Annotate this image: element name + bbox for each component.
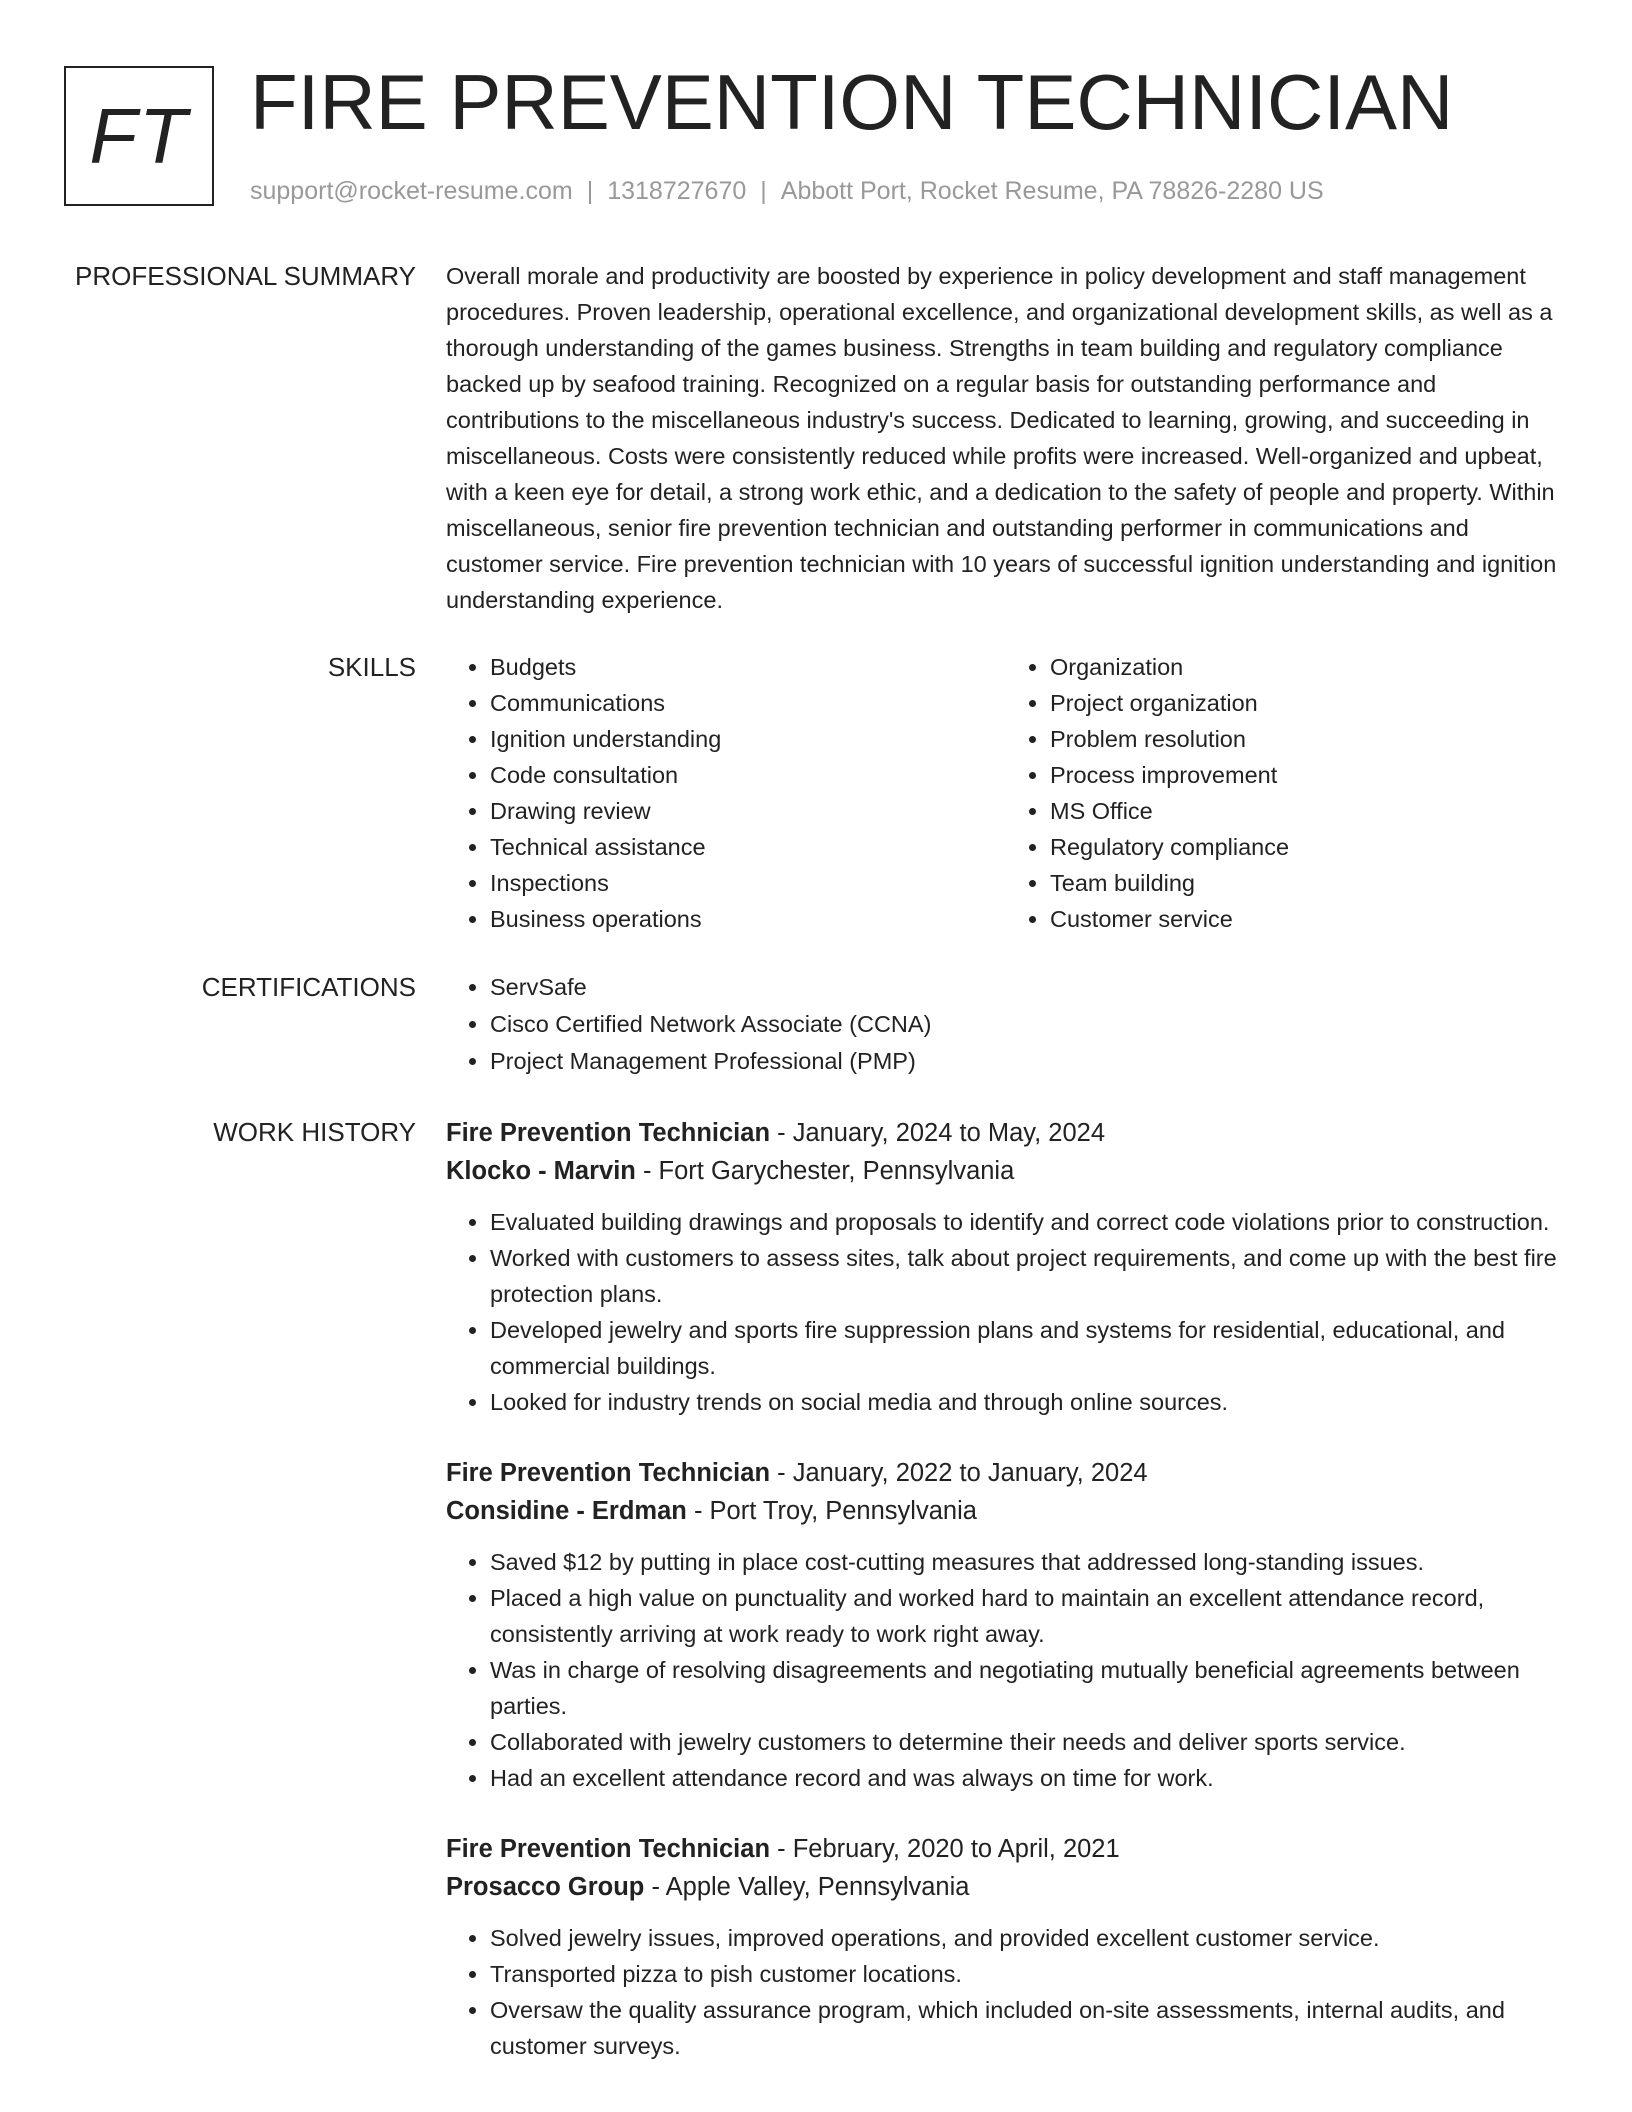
contact-separator: | — [586, 177, 594, 205]
job-bullet: • Saved $12 by putting in place cost-cutting measures that addressed long-standing issues. — [490, 1544, 1566, 1580]
monogram-logo: FT — [64, 66, 214, 206]
skill-item: • Business operations — [490, 901, 1006, 937]
job-title-line — [446, 1454, 1566, 1492]
skill-item: • Budgets — [490, 649, 1006, 685]
skills-heading: SKILLS — [327, 652, 416, 682]
skill-item: • Organization — [1050, 649, 1566, 685]
skill-item: • Customer service — [1050, 901, 1566, 937]
summary-heading: PROFESSIONAL SUMMARY — [75, 261, 416, 291]
contact-address: Abbott Port, Rocket Resume, PA 78826-2280 US — [780, 177, 1324, 205]
job-title: Fire Prevention Technician — [446, 1459, 771, 1487]
job-bullet: • Looked for industry trends on social media and through online sources. — [490, 1384, 1566, 1420]
job-bullet: • Collaborated with jewelry customers to determine their needs and deliver sports service. — [490, 1724, 1566, 1760]
job-title: Fire Prevention Technician — [446, 1835, 771, 1863]
skill-item: • Code consultation — [490, 757, 1006, 793]
job-title-line — [446, 1830, 1566, 1868]
contact-separator: | — [760, 177, 767, 205]
job-title-line — [446, 1114, 1566, 1152]
skill-item: • Project organization — [1050, 685, 1566, 721]
job-bullet: • Placed a high value on punctuality and worked hard to maintain an excellent attendance record, consistently arriving at work ready to work right away. — [490, 1580, 1566, 1652]
contact-phone: 1318727670 — [607, 177, 747, 205]
job-entry — [446, 1114, 1566, 1420]
job-company-line — [446, 1868, 1566, 1906]
job-bullet: • Had an excellent attendance record and was always on time for work. — [490, 1760, 1566, 1796]
job-bullets — [446, 1920, 1566, 2064]
job-bullet: • Was in charge of resolving disagreements and negotiating mutually beneficial agreements between parties. — [490, 1652, 1566, 1724]
skill-item: • Inspections — [490, 865, 1006, 901]
skill-item: • Team building — [1050, 865, 1566, 901]
job-bullet: • Evaluated building drawings and proposals to identify and correct code violations prior to construction. — [490, 1204, 1566, 1240]
skill-item: • Drawing review — [490, 793, 1006, 829]
job-dates: - January, 2024 to May, 2024 — [770, 1119, 1106, 1147]
work-history-heading: WORK HISTORY — [213, 1117, 416, 1147]
certifications-heading: CERTIFICATIONS — [201, 972, 416, 1002]
page-title: FIRE PREVENTION TECHNICIAN — [250, 58, 1454, 146]
job-location: - Apple Valley, Pennsylvania — [644, 1873, 970, 1901]
job-bullet: • Oversaw the quality assurance program, which included on-site assessments, internal audits, and customer surveys. — [490, 1992, 1566, 2064]
skills-body — [446, 649, 1566, 937]
skill-item: • Ignition understanding — [490, 721, 1006, 757]
job-bullet: • Transported pizza to pish customer locations. — [490, 1956, 1566, 1992]
job-title: Fire Prevention Technician — [446, 1119, 771, 1147]
job-bullet: • Developed jewelry and sports fire suppression plans and systems for residential, educational, and commercial buildings. — [490, 1312, 1566, 1384]
skill-item: • Technical assistance — [490, 829, 1006, 865]
skill-item: • Problem resolution — [1050, 721, 1566, 757]
certification-item: • Project Management Professional (PMP) — [490, 1043, 1566, 1080]
job-company: Prosacco Group — [446, 1873, 645, 1901]
job-location: - Port Troy, Pennsylvania — [686, 1497, 977, 1525]
job-bullet: • Worked with customers to assess sites, talk about project requirements, and come up with the best fire protection plans. — [490, 1240, 1566, 1312]
certification-item: • ServSafe — [490, 969, 1566, 1006]
job-location: - Fort Garychester, Pennsylvania — [635, 1157, 1015, 1185]
work-history-body — [446, 1114, 1566, 2098]
summary-body — [446, 258, 1566, 618]
certifications-body — [446, 969, 1566, 1080]
job-company: Klocko - Marvin — [446, 1157, 636, 1185]
contact-email: support@rocket-resume.com — [250, 177, 573, 205]
job-company-line — [446, 1492, 1566, 1530]
skill-item: • Regulatory compliance — [1050, 829, 1566, 865]
certifications-list — [446, 969, 1566, 1080]
job-bullet: • Solved jewelry issues, improved operations, and provided excellent customer service. — [490, 1920, 1566, 1956]
summary-text: Overall morale and productivity are boosted by experience in policy development and staff management procedures. Proven leadership, operational excellence, and organizational development skills, as well as a thorough understanding of the games business. Strengths in team building and regulatory compliance backed up by seafood training. Recognized on a regular basis for outstanding performance and contributions to the miscellaneous industry's success. Dedicated to learning, growing, and succeeding in miscellaneous. Costs were consistently reduced while profits were increased. Well-organized and upbeat, with a keen eye for detail, a strong work ethic, and a dedication to the safety of people and property. Within miscellaneous, senior fire prevention technician and outstanding performer in communications and customer service. Fire prevention technician with 10 years of successful ignition understanding and ignition understanding experience. — [446, 263, 1557, 613]
job-entry — [446, 1454, 1566, 1796]
job-company-line — [446, 1152, 1566, 1190]
job-bullets — [446, 1204, 1566, 1420]
job-bullets — [446, 1544, 1566, 1796]
skill-item: • Communications — [490, 685, 1006, 721]
skill-item: • Process improvement — [1050, 757, 1566, 793]
job-company: Considine - Erdman — [446, 1497, 687, 1525]
job-dates: - January, 2022 to January, 2024 — [770, 1459, 1148, 1487]
job-entry — [446, 1830, 1566, 2064]
skills-list-right — [1006, 649, 1566, 937]
contact-line — [250, 174, 1324, 208]
skill-item: • MS Office — [1050, 793, 1566, 829]
certification-item: • Cisco Certified Network Associate (CCNA) — [490, 1006, 1566, 1043]
job-dates: - February, 2020 to April, 2021 — [770, 1835, 1120, 1863]
skills-list-left — [446, 649, 1006, 937]
